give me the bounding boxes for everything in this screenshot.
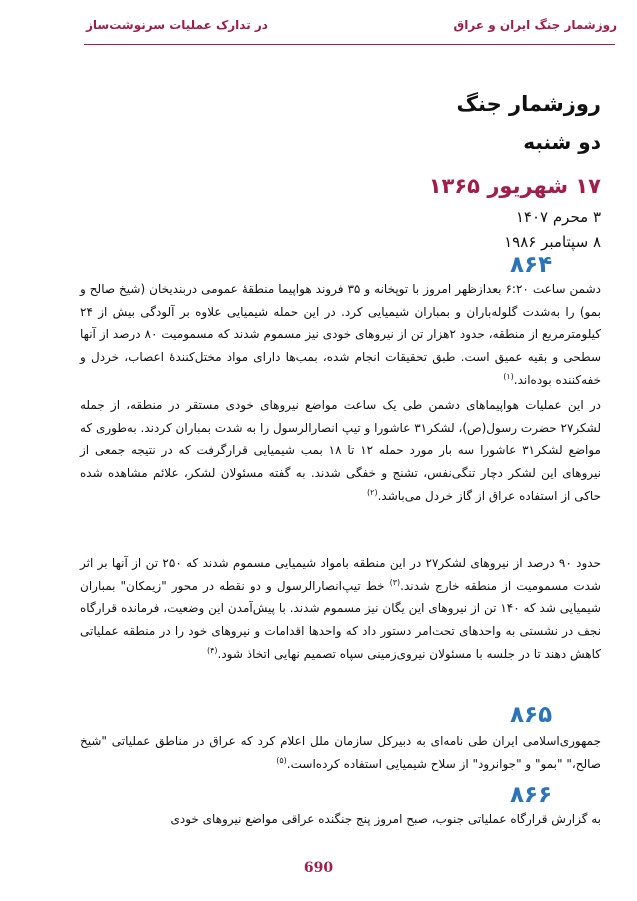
entry-number: ۸۶۶ (510, 782, 553, 808)
page-number: 690 (303, 860, 334, 876)
footnote-ref: (۳) (389, 577, 401, 587)
paragraph-text: جمهوری‌اسلامی ایران طی نامه‌ای به دبیرکل سازمان ملل اعلام کرد که عراق در مناطق عملیاتی "شیخ صالح،" "بمو" و "جوانرود" از سلاح شیمیایی استفاده کرده‌است. (80, 734, 601, 771)
paragraph-text: دشمن ساعت ۶:۲۰ بعدازظهر امروز با توپخانه و ۳۵ فروند هواپیما منطقهٔ عمومی دربندیخان (شیخ صالح و بمو) را به‌شدت گلوله‌باران و بمباران شیمیایی کرد. در این حمله شیمیایی علاوه بر آلودگی بیش از ۲۴ کیلومترمربع از منطقه، حدود ۲هزار تن از نیروهای خودی نیز مسموم شدند که مسمومیت ۸۰ درصد از آنها سطحی و بقیه عمیق است. طبق تحقیقات انجام شده، بمب‌ها دارای مواد مختل‌کنندهٔ اعصاب، خردل و خفه‌کننده بوده‌اند. (80, 282, 601, 387)
paragraph (80, 808, 601, 831)
paragraph-text: حدود ۹۰ درصد از نیروهای لشکر۲۷ در این منطقه بامواد شیمیایی مسموم شدند که ۲۵۰ تن از آنها بر اثر شدت مسمومیت از منطقه خارج شدند. (80, 556, 602, 593)
gregorian-date: ۸ سپتامبر ۱۹۸۶ (504, 233, 601, 251)
paragraph-text: خط تیپ‌انصارالرسول و دو نقطه در محور "زیمکان" بمباران شیمیایی شد که ۱۴۰ تن از نیروهای این یگان نیز مسموم شدند. با پیش‌آمدن این وضعیت، فرمانده قرارگاه نجف در نشستی به واحدهای تحت‌امر دستور داد که واحدها اقدامات و نیروهای خود را در منطقه عملیاتی کاهش دهند تا در جلسه با مسئولان نیروی‌زمینی سپاه تصمیم نهایی اتخاذ شود. (80, 578, 601, 661)
running-header-book-title: روزشمار جنگ ایران و عراق (453, 18, 617, 32)
header-rule (84, 44, 615, 45)
paragraph (80, 278, 601, 392)
entry-number: ۸۶۴ (510, 252, 553, 278)
footnote-ref: (۲) (367, 487, 378, 497)
book-title: روزشمار جنگ (456, 92, 601, 116)
paragraph-text: به گزارش قرارگاه عملیاتی جنوب، صبح امروز پنج جنگنده عراقی مواضع نیروهای خودی (170, 812, 601, 826)
footnote-ref: (۴) (206, 645, 218, 655)
footnote-ref: (۱) (503, 371, 514, 381)
hijri-date: ۳ محرم ۱۴۰۷ (515, 208, 601, 226)
entry-number: ۸۶۵ (510, 702, 553, 728)
paragraph-text: در این عملیات هواپیماهای دشمن طی یک ساعت مواضع نیروهای خودی مستقر در منطقه، از جمله لشکر۲۷ حضرت رسول(ص)، لشکر۳۱ عاشورا و تیپ انصارالرسول را به شدت بمباران کردند. به‌طوری که مواضع لشکر۳۱ عاشورا سه بار مورد حمله ۱۲ تا ۱۸ بمب شیمیایی قرارگرفت که در نتیجه جمعی از نیروهای این لشکر دچار تنگی‌نفس، تشنج و خفگی شدند. به گفته مسئولان لشکر، علائم مشاهده شده حاکی از استفاده عراق از گاز خردل می‌باشد. (80, 398, 601, 503)
paragraph (80, 394, 601, 508)
weekday-heading: دو شنبه (523, 130, 601, 154)
footnote-ref: (۵) (276, 755, 287, 765)
paragraph (80, 730, 601, 775)
paragraph (80, 552, 601, 666)
running-header-chapter-title: در تدارک عملیات سرنوشت‌ساز (86, 18, 268, 32)
persian-date-heading: ۱۷ شهریور ۱۳۶۵ (428, 174, 601, 198)
